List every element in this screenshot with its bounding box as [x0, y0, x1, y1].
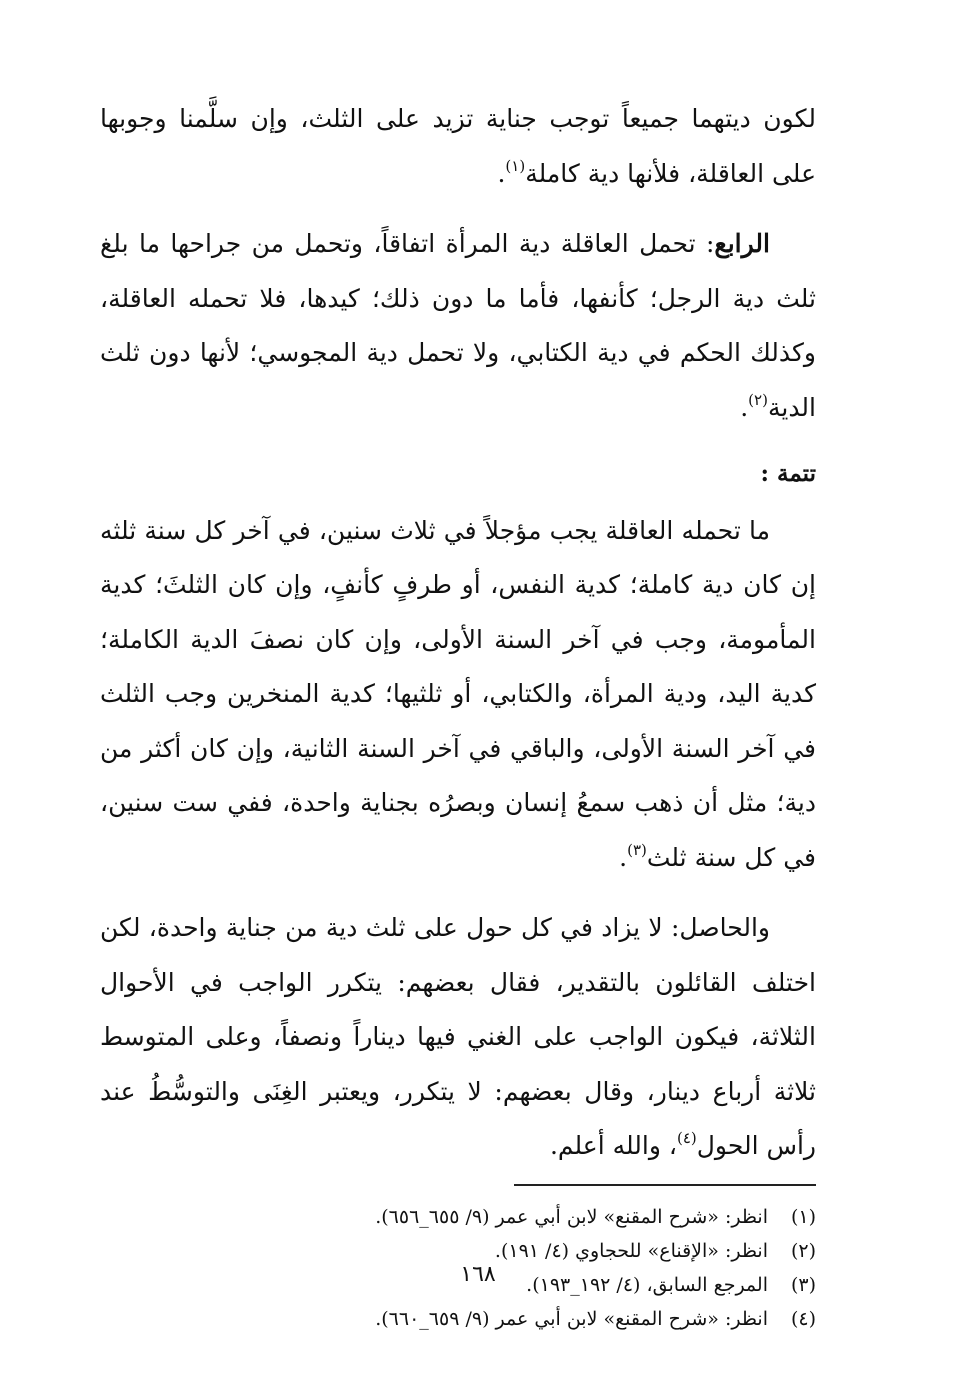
footnote-ref-2[interactable]: (٢) — [748, 390, 768, 409]
paragraph-1-end: . — [497, 158, 506, 188]
footnote-ref-4[interactable]: (٤) — [676, 1129, 697, 1147]
footnote-4-number: (٤) — [790, 1307, 816, 1330]
paragraph-2-text: : تحمل العاقلة دية المرأة اتفاقاً، وتحمل من جراحها ما بلغ ثلث دية الرجل؛ كأنفها، فأما ما دون ذلك؛ كيدها، فلا تحمله العاقلة، وكذلك الحكم في دية الكتابي، ولا تحمل دية المجوسي؛ لأنها دون ثلث الدية — [100, 229, 816, 422]
page-body — [100, 92, 816, 1336]
paragraph-2-lead: الرابع — [714, 229, 770, 258]
paragraph-4 — [100, 901, 816, 1174]
paragraph-3-text: ما تحمله العاقلة يجب مؤجلاً في ثلاث سنين، في آخر كل سنة ثلثه إن كان دية كاملة؛ كدية النفس، أو طرفٍ كأنفٍ، وإن كان الثلثَ؛ كدية المأمومة، وجب في آخر السنة الأولى، وإن كان نصفَ الدية الكاملة؛ كدية اليد، ودية المرأة، والكتابي، أو ثلثيها؛ كدية المنخرين وجب الثلث في آخر السنة الأولى، والباقي في آخر السنة الثانية، وإن كان أكثر من دية؛ مثل أن ذهب سمعُ إنسان وبصرُه بجناية واحدة، ففي ست سنين، في كل سنة ثلث — [100, 515, 816, 872]
footnote-3-number: (٣) — [790, 1273, 816, 1296]
footnote-divider — [514, 1184, 816, 1186]
footnote-ref-3[interactable]: (٣) — [627, 840, 647, 859]
footnote-3-text: المرجع السابق، (٤/ ١٩٢_١٩٣). — [526, 1273, 768, 1296]
footnote-4 — [100, 1302, 816, 1336]
paragraph-4-text: والحاصل: لا يزاد في كل حول على ثلث دية من جناية واحدة، لكن اختلف القائلون بالتقدير، فقال بعضهم: يتكرر الواجب في الأحوال الثلاثة، فيكون الواجب على الغني فيها ديناراً ونصفاً، وعلى المتوسط ثلاثة أرباع دينار، وقال بعضهم: لا يتكرر، ويعتبر الغِنَى والتوسُّطُ عند رأس الحول — [100, 913, 816, 1160]
footnote-1-number: (١) — [790, 1205, 816, 1228]
footnote-1-text: انظر: «شرح المقنع» لابن أبي عمر (٩/ ٦٥٥_٦٥٦). — [375, 1205, 768, 1228]
paragraph-4-end: ، والله أعلم. — [549, 1131, 677, 1160]
section-heading: تتمة : — [760, 460, 816, 487]
paragraph-1 — [100, 92, 816, 201]
footnote-4-text: انظر: «شرح المقنع» لابن أبي عمر (٩/ ٦٥٩_٦٦٠). — [375, 1307, 768, 1330]
footnote-2-number: (٢) — [790, 1239, 816, 1262]
paragraph-3 — [100, 504, 816, 886]
footnote-ref-1[interactable]: (١) — [505, 156, 526, 175]
page-number: ١٦٨ — [460, 1262, 496, 1287]
paragraph-2 — [100, 217, 816, 435]
paragraph-3-end: . — [619, 842, 628, 872]
paragraph-1-text: لكون ديتهما جميعاً توجب جناية تزيد على الثلث، وإن سلَّمنا وجوبها على العاقلة، فلأنها دية كاملة — [100, 104, 816, 188]
footnote-1 — [100, 1200, 816, 1234]
footnote-2-text: انظر: «الإقناع» للحجاوي (٤/ ١٩١). — [494, 1239, 768, 1262]
paragraph-2-end: . — [740, 392, 749, 422]
